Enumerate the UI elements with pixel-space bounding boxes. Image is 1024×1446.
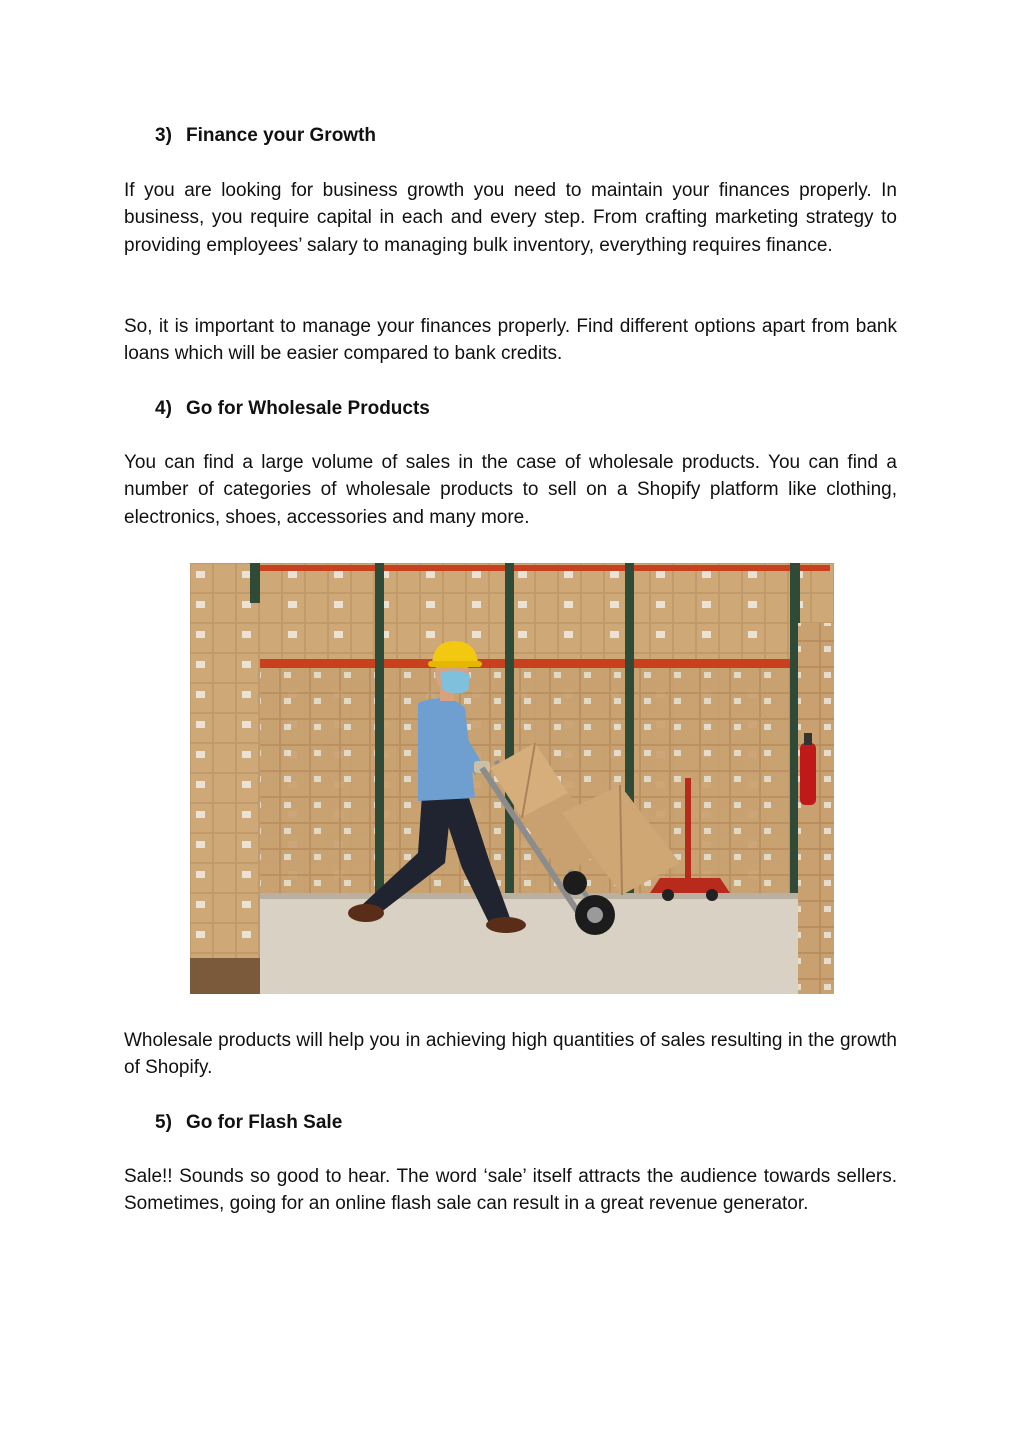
section-number: 3): [155, 125, 172, 146]
paragraph-finance-intro: If you are looking for business growth you need to maintain your finances properly. In business, you require capital in each and every step. From crafting marketing strategy to providing employees’ salary to managing bulk inventory, everything requires finance.: [124, 180, 897, 256]
warehouse-floor: [190, 893, 834, 994]
section-heading-finance: [155, 122, 376, 149]
section-number: 5): [155, 1112, 172, 1133]
section-title: Go for Wholesale Products: [186, 398, 430, 419]
paragraph-wholesale-benefit: Wholesale products will help you in achieving high quantities of sales resulting in the growth of Shopify.: [124, 1030, 897, 1079]
paragraph-wholesale-intro: You can find a large volume of sales in the case of wholesale products. You can find a number of categories of wholesale products to sell on a Shopify platform like clothing, electronics, shoes, accessories and many more.: [124, 452, 897, 528]
warehouse-worker-photo: [190, 563, 834, 994]
rack-beam: [250, 659, 830, 668]
section-number: 4): [155, 398, 172, 419]
paragraph-finance-options: So, it is important to manage your finances properly. Find different options apart from bank loans which will be easier compared to bank credits.: [124, 316, 897, 365]
section-heading-flash-sale: [155, 1109, 342, 1136]
fire-extinguisher: [800, 743, 816, 805]
section-title: Go for Flash Sale: [186, 1112, 343, 1133]
paragraph-flash-sale: Sale!! Sounds so good to hear. The word ‘sale’ itself attracts the audience towards sellers. Sometimes, going for an online flash sale can result in a great revenue generator.: [124, 1166, 897, 1215]
section-title: Finance your Growth: [186, 125, 377, 146]
section-heading-wholesale: [155, 395, 430, 422]
